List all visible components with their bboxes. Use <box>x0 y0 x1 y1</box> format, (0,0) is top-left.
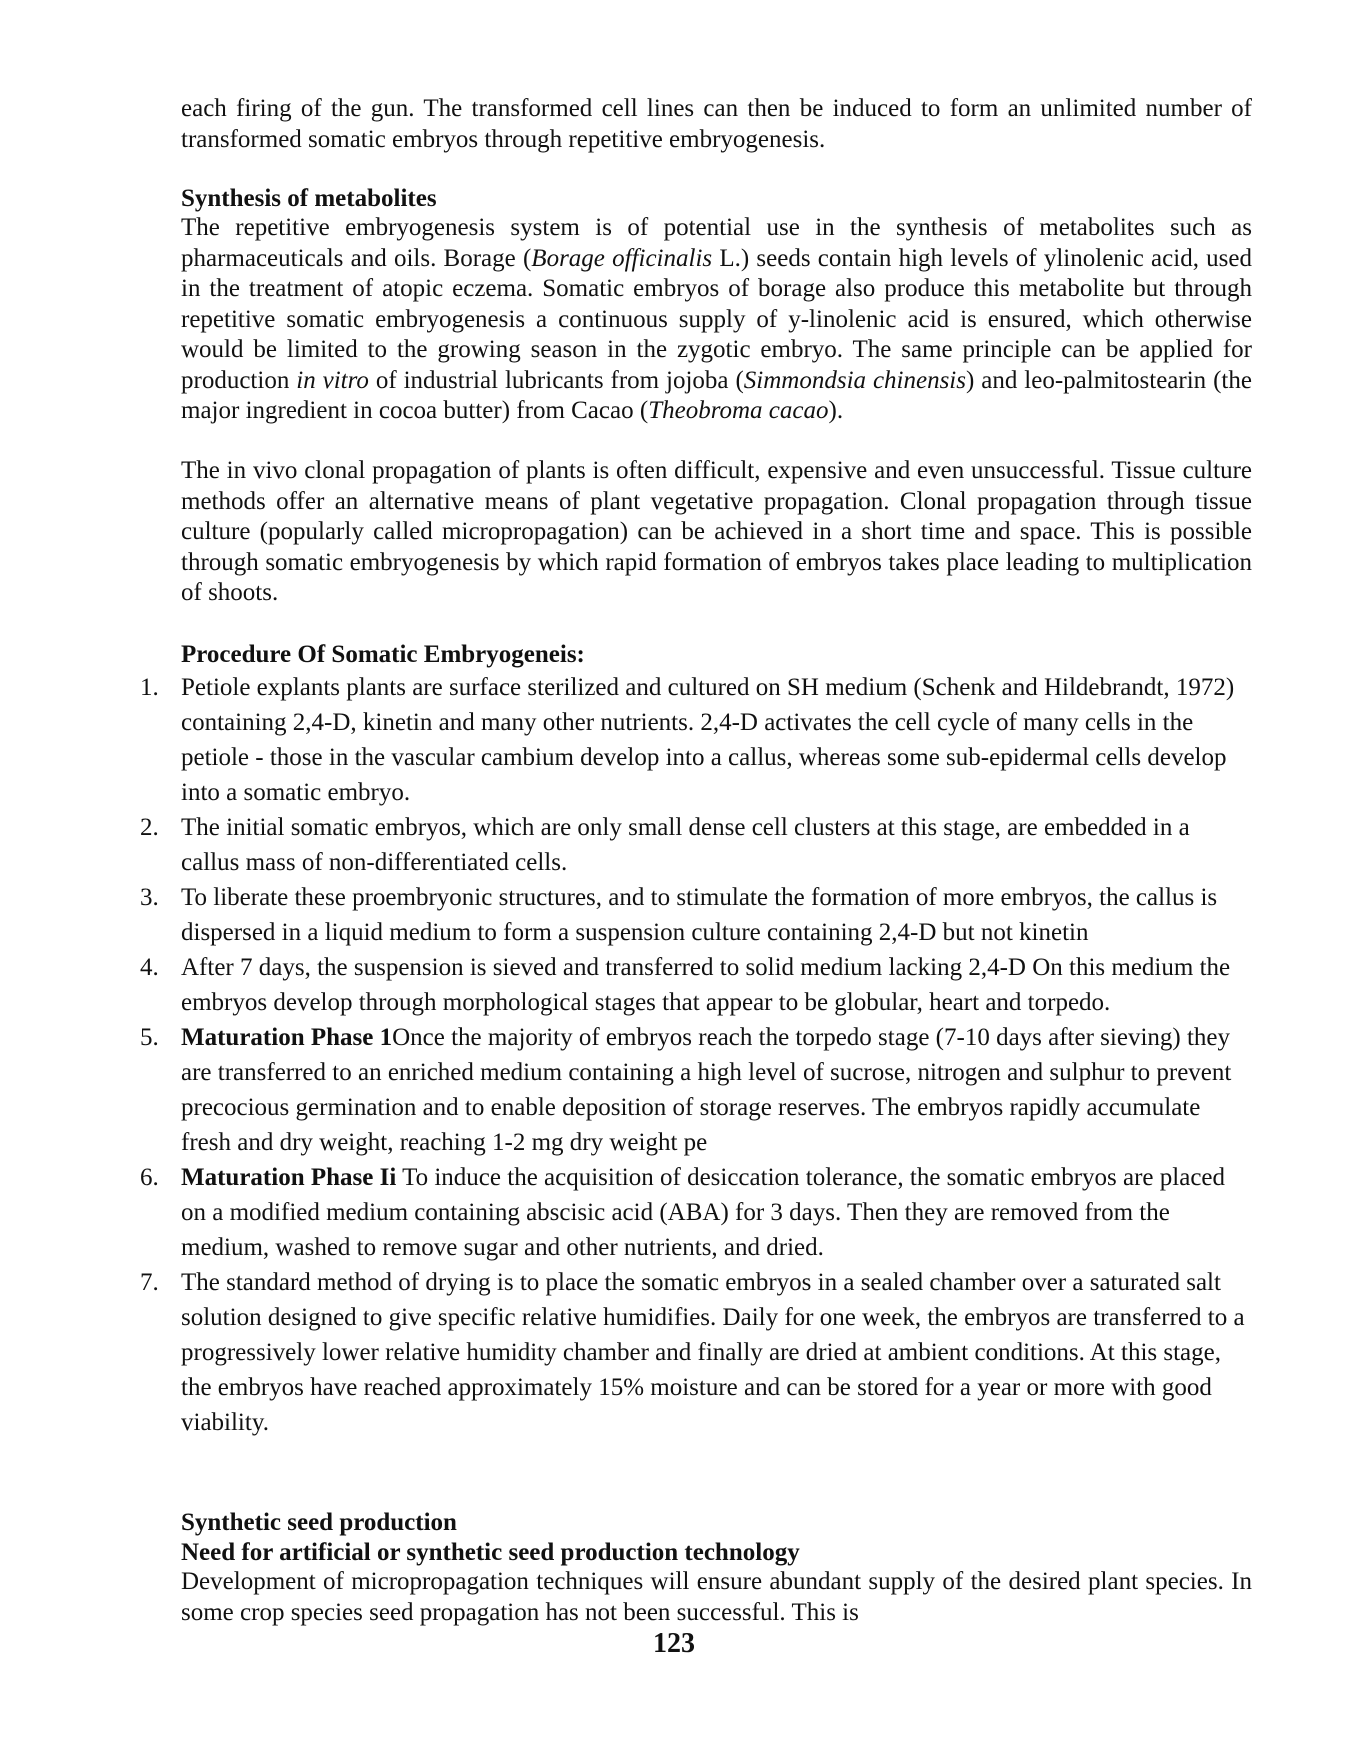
borage-species-name: Borage officinalis <box>531 244 713 272</box>
item-text: To liberate these proembryonic structures, and to stimulate the formation of more embryos, the callus is dispersed in a liquid medium to form a suspension culture containing 2,4-D but not kinetin <box>181 884 1218 946</box>
item-number: 2. <box>140 814 159 841</box>
item-text: The standard method of drying is to place the somatic embryos in a sealed chamber over a saturated salt solution designed to give specific relative humidifies. Daily for one week, the embryos are transferred to a progressively lower relative humidity chamber and finally are dried at ambient conditions. At this stage, the embryos have reached approximately 15% moisture and can be stored for a year or more with good viability. <box>181 1269 1245 1436</box>
metabolites-paragraph <box>181 213 1252 427</box>
item-number: 6. <box>140 1164 159 1191</box>
item-text: Once the majority of embryos reach the torpedo stage (7-10 days after sieving) they are transferred to an enriched medium containing a high level of sucrose, nitrogen and sulphur to prevent precocious germination and to enable deposition of storage reserves. The embryos rapidly accumulate fresh and dry weight, reaching 1-2 mg dry weight pe <box>181 1024 1232 1156</box>
item-bold-label: Maturation Phase 1 <box>181 1024 393 1051</box>
list-item <box>130 950 1252 1020</box>
cacao-species-name: Theobroma cacao <box>648 397 829 424</box>
synthetic-seed-heading: Synthetic seed production <box>181 1509 457 1536</box>
in-vitro-term: in vitro <box>296 366 369 394</box>
item-text: To induce the acquisition of desiccation tolerance, the somatic embryos are placed on a modified medium containing abscisic acid (ABA) for 3 days. Then they are removed from the medium, washed to remove sugar and other nutrients, and dried. <box>181 1164 1226 1261</box>
synthetic-text: Development of micropropagation techniques will ensure abundant supply of the desired plant species. In some crop species seed propagation has not been successful. This is <box>181 1568 1252 1626</box>
item-text: After 7 days, the suspension is sieved and transferred to solid medium lacking 2,4-D On this medium the embryos develop through morphological stages that appear to be globular, heart and torpedo. <box>181 954 1231 1016</box>
metabolites-text-5: ). <box>828 397 844 424</box>
list-item <box>130 1020 1252 1160</box>
item-text: The initial somatic embryos, which are only small dense cell clusters at this stage, are embedded in a callus mass of non-differentiated cells. <box>181 814 1190 876</box>
intro-paragraph <box>181 94 1252 155</box>
metabolites-text-2: L.) seeds contain high levels of ylinolenic acid, used in the treatment of atopic eczema. Somatic embryos of borage also produce this metabolite but through repetitive somatic embryogenesis a continuous supply of y-linolenic acid is ensured, which otherwise would be limited to the growing season in the zygotic embryo. The same principle can be applied for production <box>181 244 1252 394</box>
item-number: 1. <box>140 674 159 701</box>
item-text: Petiole explants plants are surface sterilized and cultured on SH medium (Schenk and Hildebrandt, 1972) containing 2,4-D, kinetin and many other nutrients. 2,4-D activates the cell cycle of many cells in the petiole - those in the vascular cambium develop into a callus, whereas some sub-epidermal cells develop into a somatic embryo. <box>181 674 1235 806</box>
list-item <box>130 1265 1252 1440</box>
metabolites-text-3: of industrial lubricants from jojoba ( <box>368 366 744 394</box>
procedure-heading: Procedure Of Somatic Embryogeneis: <box>181 641 585 668</box>
list-item <box>130 1160 1252 1265</box>
list-item <box>130 670 1252 810</box>
item-number: 5. <box>140 1024 159 1051</box>
list-item <box>130 880 1252 950</box>
page-number: 123 <box>653 1628 695 1659</box>
item-number: 3. <box>140 884 159 911</box>
metabolites-text-1: The repetitive embryogenesis system is of potential use in the synthesis of metabolites such as pharmaceuticals and oils. Borage ( <box>181 214 1252 272</box>
item-bold-label: Maturation Phase Ii <box>181 1164 397 1191</box>
metabolites-heading: Synthesis of metabolites <box>181 185 437 212</box>
synthetic-need-heading: Need for artificial or synthetic seed production technology <box>181 1539 800 1566</box>
metabolites-text-4: ) and leo-palmitostearin (the major ingredient in cocoa butter) from Cacao ( <box>181 366 1252 424</box>
item-number: 4. <box>140 954 159 981</box>
clonal-paragraph <box>181 456 1252 609</box>
clonal-text: The in vivo clonal propagation of plants is often difficult, expensive and even unsuccessful. Tissue culture methods offer an alternative means of plant vegetative propagation. Clonal propagation through tissue culture (popularly called micropropagation) can be achieved in a short time and space. This is possible through somatic embryogenesis by which rapid formation of embryos takes place leading to multiplication of shoots. <box>181 457 1252 606</box>
item-number: 7. <box>140 1269 159 1296</box>
synthetic-paragraph <box>181 1567 1252 1628</box>
jojoba-species-name: Simmondsia chinensis <box>743 366 966 394</box>
list-item <box>130 810 1252 880</box>
procedure-list <box>130 670 1252 1440</box>
intro-text: each firing of the gun. The transformed cell lines can then be induced to form an unlimited number of transformed somatic embryos through repetitive embryogenesis. <box>181 95 1252 153</box>
